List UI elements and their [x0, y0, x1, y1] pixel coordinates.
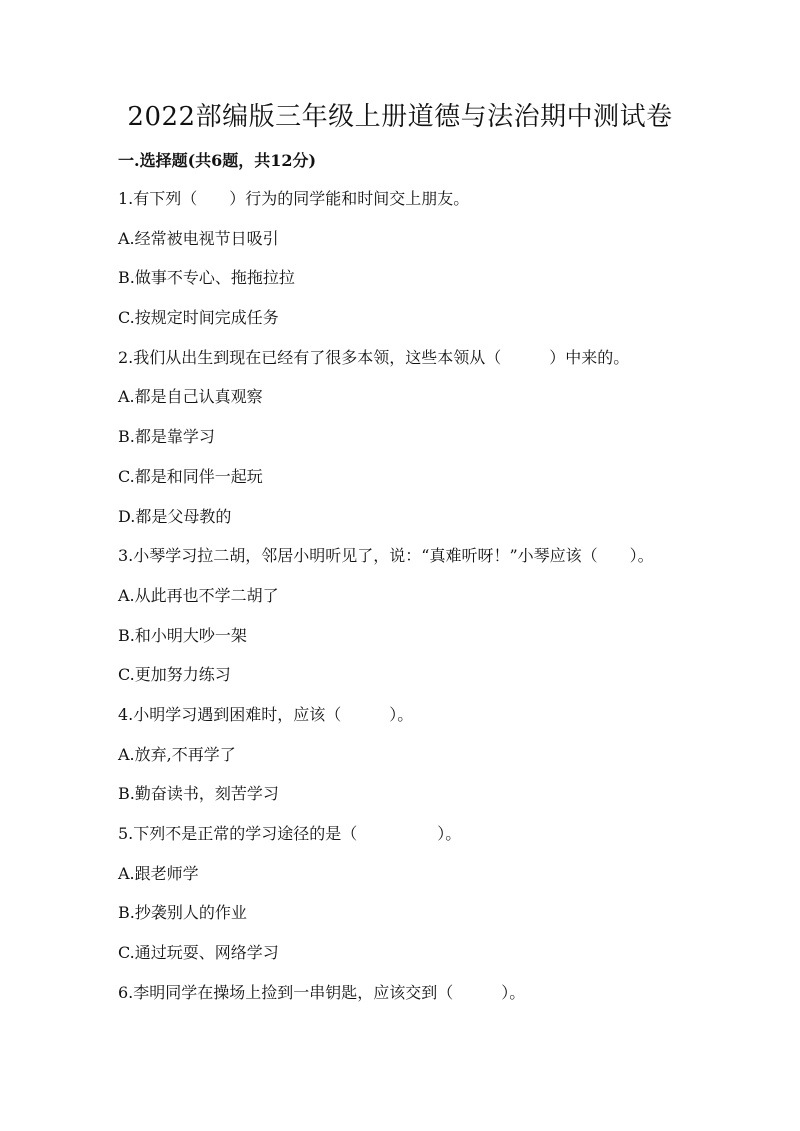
- question-4-option-a: A.放弃,不再学了: [118, 744, 236, 764]
- question-2-option-a: A.都是自己认真观察: [118, 387, 263, 407]
- question-3-option-a: A.从此再也不学二胡了: [118, 585, 279, 605]
- question-6: 6.李明同学在操场上捡到一串钥匙，应该交到（ ）。: [118, 982, 526, 1002]
- page-title: 2022部编版三年级上册道德与法治期中测试卷: [127, 102, 673, 132]
- question-5-option-a: A.跟老师学: [118, 863, 199, 883]
- question-2: 2.我们从出生到现在已经有了很多本领，这些本领从（ ）中来的。: [118, 347, 630, 367]
- question-2-option-d: D.都是父母教的: [118, 506, 232, 526]
- question-5-option-b: B.抄袭别人的作业: [118, 903, 247, 923]
- question-1-option-b: B.做事不专心、拖拖拉拉: [118, 268, 295, 288]
- question-4: 4.小明学习遇到困难时，应该（ ）。: [118, 704, 414, 724]
- question-3: 3.小琴学习拉二胡，邻居小明听见了，说：“真难听呀！”小琴应该（ ）。: [118, 546, 654, 566]
- question-1-option-c: C.按规定时间完成任务: [118, 308, 279, 328]
- question-1-option-a: A.经常被电视节日吸引: [118, 228, 279, 248]
- question-3-option-c: C.更加努力练习: [118, 665, 231, 685]
- question-5-option-c: C.通过玩耍、网络学习: [118, 943, 279, 963]
- section-heading: 一.选择题(共6题，共12分): [118, 151, 317, 170]
- question-4-option-b: B.勤奋读书，刻苦学习: [118, 784, 279, 804]
- question-1: 1.有下列（ ）行为的同学能和时间交上朋友。: [118, 189, 470, 208]
- question-2-option-b: B.都是靠学习: [118, 427, 215, 447]
- question-2-option-c: C.都是和同伴一起玩: [118, 466, 263, 486]
- question-list: [118, 186, 718, 1019]
- question-3-option-b: B.和小明大吵一架: [118, 625, 247, 645]
- question-5: 5.下列不是正常的学习途径的是（ ）。: [118, 824, 462, 843]
